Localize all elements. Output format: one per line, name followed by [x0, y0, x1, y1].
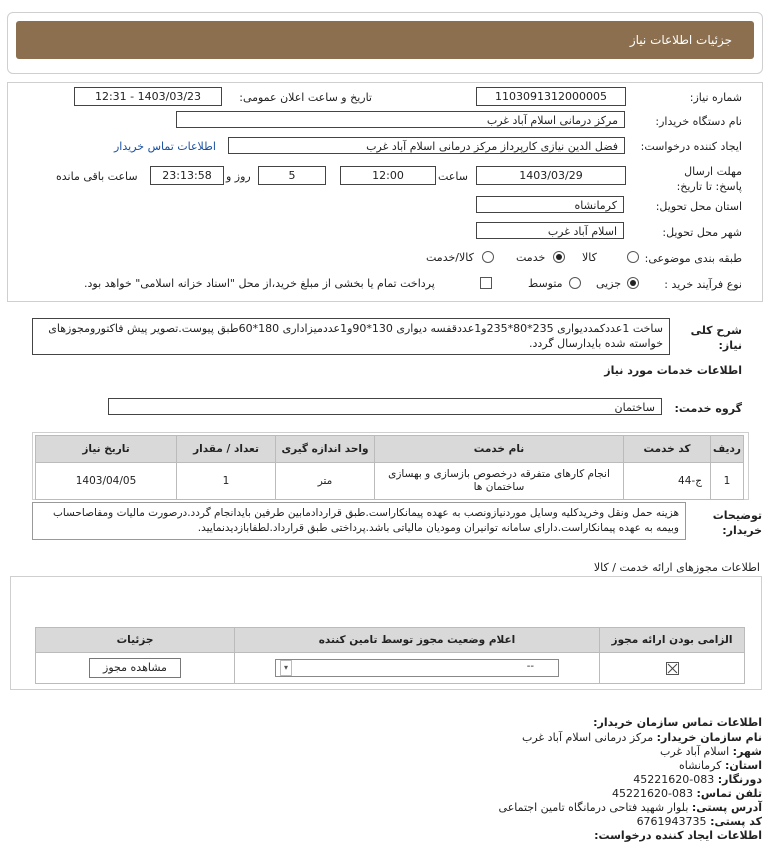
service-group-label: گروه خدمت: [674, 402, 742, 415]
contact-info-link[interactable]: اطلاعات تماس خریدار [114, 140, 216, 153]
contact-postal-label: کد پستی: [710, 815, 762, 828]
time-label: ساعت [438, 170, 468, 183]
col-date: تاریخ نیاز [36, 436, 177, 463]
city-label: شهر محل تحویل: [662, 226, 742, 239]
process-label: نوع فرآیند خرید : [664, 278, 742, 291]
days-field: 5 [258, 166, 326, 185]
cell-qty: 1 [177, 463, 276, 500]
service-group-field: ساختمان [108, 398, 662, 415]
contact-tel-label: تلفن تماس: [696, 787, 762, 800]
contact-city-label: شهر: [732, 745, 762, 758]
col-permit-details: جزئیات [36, 628, 235, 653]
deadline-date-field: 1403/03/29 [476, 166, 626, 185]
cell-code: ج-44 [624, 463, 711, 500]
contact-org: مرکز درمانی اسلام آباد غرب [522, 731, 654, 744]
permits-title: اطلاعات مجوزهای ارائه خدمت / کالا [593, 561, 760, 574]
permit-status-value: -- [526, 661, 534, 672]
permit-required-checkbox[interactable] [666, 662, 679, 675]
contact-province: کرمانشاه [678, 759, 722, 772]
contact-address: بلوار شهید فتاحی درمانگاه تامین اجتماعی [498, 801, 689, 814]
province-field: کرمانشاه [476, 196, 624, 213]
need-number-field: 1103091312000005 [476, 87, 626, 106]
contact-address-label: آدرس پستی: [691, 801, 762, 814]
header-frame [7, 12, 763, 74]
view-permit-button[interactable]: مشاهده مجوز [89, 658, 181, 678]
buyer-notes-label: توضیحات خریدار: [712, 509, 762, 537]
cell-date: 1403/04/05 [36, 463, 177, 500]
contact-fax-label: دورنگار: [717, 773, 762, 786]
col-name: نام خدمت [375, 436, 624, 463]
permits-header-row [36, 628, 745, 653]
category-option-goods: کالا [582, 251, 597, 264]
category-option-service: خدمت [516, 251, 546, 264]
creator-info-heading: اطلاعات ایجاد کننده درخواست: [594, 829, 762, 842]
creator-field: فضل الدین نیازی کارپرداز مرکز درمانی اسلام آباد غرب [228, 137, 625, 154]
category-radio-goods-service[interactable] [482, 251, 494, 263]
buyer-org-field: مرکز درمانی اسلام آباد غرب [176, 111, 625, 128]
days-label: روز و [226, 170, 251, 183]
page-title: جزئیات اطلاعات نیاز [629, 33, 732, 47]
table-row [36, 653, 745, 684]
contact-city: اسلام آباد غرب [659, 745, 730, 758]
permit-status-select[interactable] [275, 659, 559, 677]
process-radio-medium[interactable] [569, 277, 581, 289]
deadline-label: مهلت ارسال پاسخ: تا تاریخ: [676, 165, 742, 193]
description-label: شرح کلی نیاز: [690, 324, 742, 352]
services-title: اطلاعات خدمات مورد نیاز [604, 364, 742, 377]
contact-fax: 083-45221620 [633, 773, 715, 786]
announce-field: 1403/03/23 - 12:31 [74, 87, 222, 106]
description-box: ساخت 1عددکمددیواری 235*80*235و1عددقفسه دیواری 130*90و1عددمیزاداری 180*60طبق پیوست.تصویر پیش فاکتورومجوزهای خواسته شده بایدارسال گردد. [32, 318, 670, 355]
category-radio-service[interactable] [553, 251, 565, 263]
province-label: استان محل تحویل: [655, 200, 742, 213]
category-label: طبقه بندی موضوعی: [644, 252, 742, 265]
col-unit: واحد اندازه گیری [276, 436, 375, 463]
col-row: ردیف [711, 436, 744, 463]
contact-province-label: استان: [725, 759, 762, 772]
col-permit-status: اعلام وضعیت مجوز توسط تامین کننده [235, 628, 600, 653]
services-table [35, 435, 744, 500]
announce-label: تاریخ و ساعت اعلان عمومی: [239, 91, 372, 104]
cell-unit: متر [276, 463, 375, 500]
process-option-medium: متوسط [528, 277, 563, 290]
category-radio-goods[interactable] [627, 251, 639, 263]
col-code: کد خدمت [624, 436, 711, 463]
contact-org-label: نام سازمان خریدار: [656, 731, 762, 744]
header-bar [16, 21, 754, 59]
process-option-minor: جزیی [596, 277, 622, 290]
contact-heading: اطلاعات تماس سازمان خریدار: [593, 716, 762, 729]
contact-tel: 083-45221620 [612, 787, 694, 800]
city-field: اسلام آباد غرب [476, 222, 624, 239]
permits-frame [10, 576, 762, 690]
process-radio-minor[interactable] [627, 277, 639, 289]
dropdown-arrow-icon: ▾ [280, 660, 292, 676]
buyer-notes-box: هزینه حمل ونقل وخریدکلیه وسایل موردنیازونصب به عهده پیمانکاراست.طبق قراردادمابین طرفین بایدانجام گردد.درصورت مالیات ومفاصاحساب وبیمه به عهده پیمانکاراست.دارای سامانه توانیران ومودیان مالیاتی باشد.پرداختی طبق قرارداد.لطفابازدیدنمایید. [32, 502, 686, 540]
remaining-label: ساعت باقی مانده [56, 170, 138, 183]
creator-label: ایجاد کننده درخواست: [640, 140, 742, 153]
cell-row: 1 [711, 463, 744, 500]
services-header-row [36, 436, 744, 463]
services-table-frame [32, 432, 749, 500]
payment-note: پرداخت تمام یا بخشی از مبلغ خرید،از محل "اسناد خزانه اسلامی" خواهد بود. [84, 277, 435, 290]
deadline-time-field: 12:00 [340, 166, 436, 185]
table-row [36, 463, 744, 500]
need-number-label: شماره نیاز: [689, 91, 742, 104]
category-option-goods-service: کالا/خدمت [426, 251, 474, 264]
remaining-time-field: 23:13:58 [150, 166, 224, 185]
buyer-org-label: نام دستگاه خریدار: [655, 115, 742, 128]
treasury-checkbox[interactable] [480, 277, 492, 289]
col-qty: تعداد / مقدار [177, 436, 276, 463]
permits-table [35, 627, 745, 684]
cell-name: انجام کارهای متفرقه درخصوص بازسازی و بهسازی ساختمان ها [375, 463, 624, 500]
col-permit-required: الزامی بودن ارائه مجوز [600, 628, 745, 653]
contact-postal: 6761943735 [636, 815, 707, 828]
